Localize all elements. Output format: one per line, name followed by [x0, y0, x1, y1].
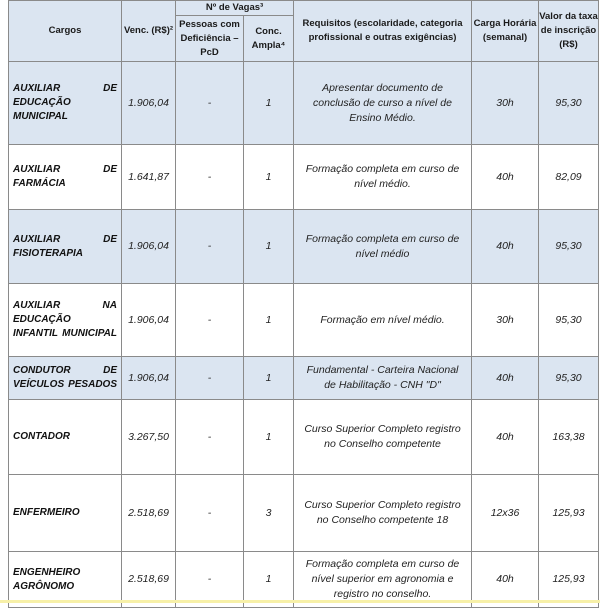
taxa-value: 95,30: [539, 284, 599, 357]
venc-value: 1.906,04: [122, 210, 176, 284]
cargo-name: AUXILIAR DE EDUCAÇÃO MUNICIPAL: [9, 62, 122, 145]
cargo-name: ENGENHEIRO AGRÔNOMO: [9, 552, 122, 608]
taxa-value: 125,93: [539, 475, 599, 552]
table-row: [9, 357, 599, 400]
pcd-value: -: [176, 357, 244, 400]
carga-value: 40h: [472, 400, 539, 475]
table-row: [9, 62, 599, 145]
requisitos-value: Formação completa em curso de nível médio.: [294, 145, 472, 210]
pcd-value: -: [176, 475, 244, 552]
table-row: [9, 400, 599, 475]
pcd-value: -: [176, 400, 244, 475]
cargo-name: ENFERMEIRO: [9, 475, 122, 552]
taxa-value: 95,30: [539, 357, 599, 400]
pcd-value: -: [176, 210, 244, 284]
requisitos-value: Apresentar documento de conclusão de curso a nível de Ensino Médio.: [294, 62, 472, 145]
header-vagas: Nº de Vagas³: [176, 1, 294, 16]
ampla-value: 1: [244, 400, 294, 475]
requisitos-value: Curso Superior Completo registro no Conselho competente: [294, 400, 472, 475]
venc-value: 1.906,04: [122, 357, 176, 400]
carga-value: 40h: [472, 210, 539, 284]
carga-value: 30h: [472, 284, 539, 357]
carga-value: 40h: [472, 357, 539, 400]
pcd-value: -: [176, 284, 244, 357]
venc-value: 1.906,04: [122, 284, 176, 357]
taxa-value: 82,09: [539, 145, 599, 210]
venc-value: 1.906,04: [122, 62, 176, 145]
table-row: [9, 210, 599, 284]
header-pcd: Pessoas com Deficiência – PcD: [176, 16, 244, 62]
taxa-value: 95,30: [539, 210, 599, 284]
cargo-name: CONDUTOR DE VEÍCULOS PESADOS: [9, 357, 122, 400]
venc-value: 1.641,87: [122, 145, 176, 210]
requisitos-value: Fundamental - Carteira Nacional de Habilitação - CNH "D": [294, 357, 472, 400]
header-venc: Venc. (R$)²: [122, 1, 176, 62]
requisitos-value: Formação em nível médio.: [294, 284, 472, 357]
ampla-value: 1: [244, 210, 294, 284]
header-cargos: Cargos: [9, 1, 122, 62]
carga-value: 40h: [472, 552, 539, 608]
ampla-value: 3: [244, 475, 294, 552]
cargo-name: AUXILIAR NA EDUCAÇÃO INFANTIL MUNICIPAL: [9, 284, 122, 357]
pcd-value: -: [176, 145, 244, 210]
venc-value: 2.518,69: [122, 552, 176, 608]
positions-table: [8, 0, 599, 608]
requisitos-value: Formação completa em curso de nível superior em agronomia e registro no conselho.: [294, 552, 472, 608]
taxa-value: 95,30: [539, 62, 599, 145]
venc-value: 2.518,69: [122, 475, 176, 552]
carga-value: 40h: [472, 145, 539, 210]
ampla-value: 1: [244, 357, 294, 400]
pcd-value: -: [176, 62, 244, 145]
requisitos-value: Formação completa em curso de nível médio: [294, 210, 472, 284]
cargo-name: AUXILIAR DE FARMÁCIA: [9, 145, 122, 210]
table-row: [9, 475, 599, 552]
header-taxa: Valor da taxa de inscrição (R$): [539, 1, 599, 62]
venc-value: 3.267,50: [122, 400, 176, 475]
requisitos-value: Curso Superior Completo registro no Conselho competente 18: [294, 475, 472, 552]
ampla-value: 1: [244, 145, 294, 210]
ampla-value: 1: [244, 62, 294, 145]
table-row: [9, 284, 599, 357]
pcd-value: -: [176, 552, 244, 608]
carga-value: 30h: [472, 62, 539, 145]
ampla-value: 1: [244, 552, 294, 608]
taxa-value: 163,38: [539, 400, 599, 475]
header-ampla: Conc. Ampla⁴: [244, 16, 294, 62]
header-requisitos: Requisitos (escolaridade, categoria profissional e outras exigências): [294, 1, 472, 62]
header-carga: Carga Horária (semanal): [472, 1, 539, 62]
cargo-name: CONTADOR: [9, 400, 122, 475]
carga-value: 12x36: [472, 475, 539, 552]
cargo-name: AUXILIAR DE FISIOTERAPIA: [9, 210, 122, 284]
table-row: [9, 145, 599, 210]
taxa-value: 125,93: [539, 552, 599, 608]
ampla-value: 1: [244, 284, 294, 357]
